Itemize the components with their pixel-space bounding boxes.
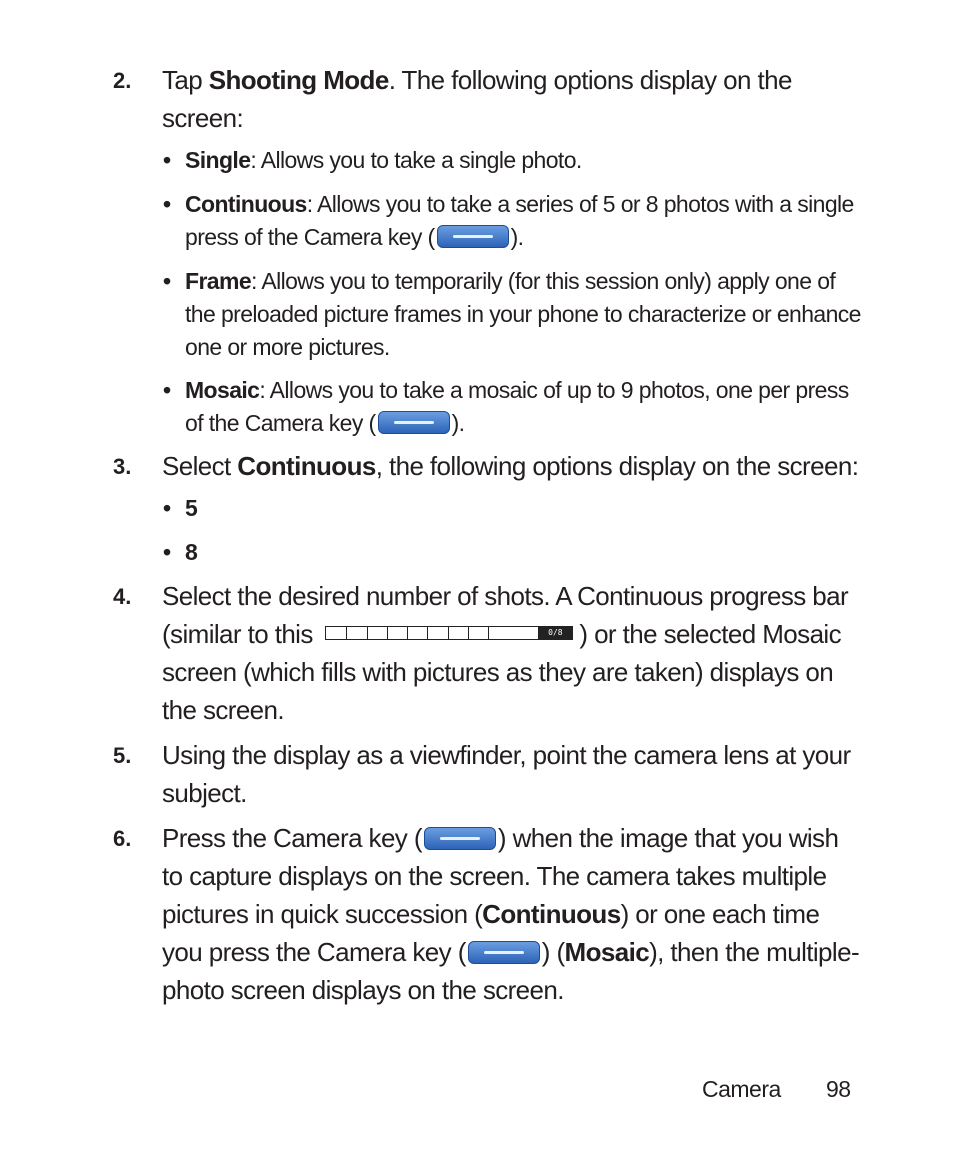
progress-segment — [488, 627, 489, 639]
progress-segment — [427, 627, 428, 639]
step-text: Select Continuous, the following options display on the screen: — [162, 451, 859, 481]
shooting-mode-label: Shooting Mode — [208, 65, 389, 95]
shot-counter: 0/8 — [538, 627, 572, 639]
progress-segment — [367, 627, 368, 639]
bullet-dot: • — [163, 539, 171, 565]
progress-segment — [407, 627, 408, 639]
step-number: 2. — [113, 68, 132, 93]
bullet-single: • Single: Allows you to take a single photo. — [163, 144, 863, 177]
bullet-frame: • Frame: Allows you to temporarily (for this session only) apply one of the preloaded picture frames in your phone to characterize or enhance one or more pictures. — [163, 265, 863, 364]
step-text: Select the desired number of shots. A Continuous progress bar (similar to this 0/8 ) or the selected Mosaic screen (which fills with pictures as they are taken) displays on the screen. — [162, 581, 849, 725]
bullet-mosaic: • Mosaic: Allows you to take a mosaic of up to 9 photos, one per press of the Camera key ( ). — [163, 374, 863, 440]
step-text: Tap Shooting Mode. The following options display on the screen: — [162, 65, 792, 133]
bullet-dot: • — [163, 191, 171, 217]
progress-segment — [448, 627, 449, 639]
bullet-dot: • — [163, 268, 171, 294]
progress-segment — [346, 627, 347, 639]
step-number: 4. — [113, 584, 132, 609]
step-number: 5. — [113, 743, 132, 768]
step-text: Press the Camera key ( ) when the image that you wish to capture displays on the screen. The camera takes multiple pictures in quick succession (Continuous) or one each time you press the Camera key ( ) (Mosaic), then the multiple-photo screen displays on the screen. — [162, 823, 860, 1005]
step-text: Using the display as a viewfinder, point the camera lens at your subject. — [162, 740, 851, 808]
camera-key-icon — [424, 827, 496, 850]
progress-segment — [387, 627, 388, 639]
page-number: 98 — [826, 1076, 851, 1102]
bullet-continuous: • Continuous: Allows you to take a series of 5 or 8 photos with a single press of the Camera key ( ). — [163, 188, 863, 254]
bullet-5: • 5 — [163, 492, 863, 525]
bullet-dot: • — [163, 147, 171, 173]
step-number: 6. — [113, 826, 132, 851]
camera-key-icon — [378, 411, 450, 434]
progress-segment — [468, 627, 469, 639]
step-number: 3. — [113, 454, 132, 479]
camera-key-icon — [468, 941, 540, 964]
continuous-progress-bar — [325, 626, 573, 640]
footer-section: Camera — [702, 1076, 781, 1102]
bullet-dot: • — [163, 377, 171, 403]
camera-key-icon — [437, 225, 509, 248]
bullet-8: • 8 — [163, 536, 863, 569]
bullet-dot: • — [163, 495, 171, 521]
